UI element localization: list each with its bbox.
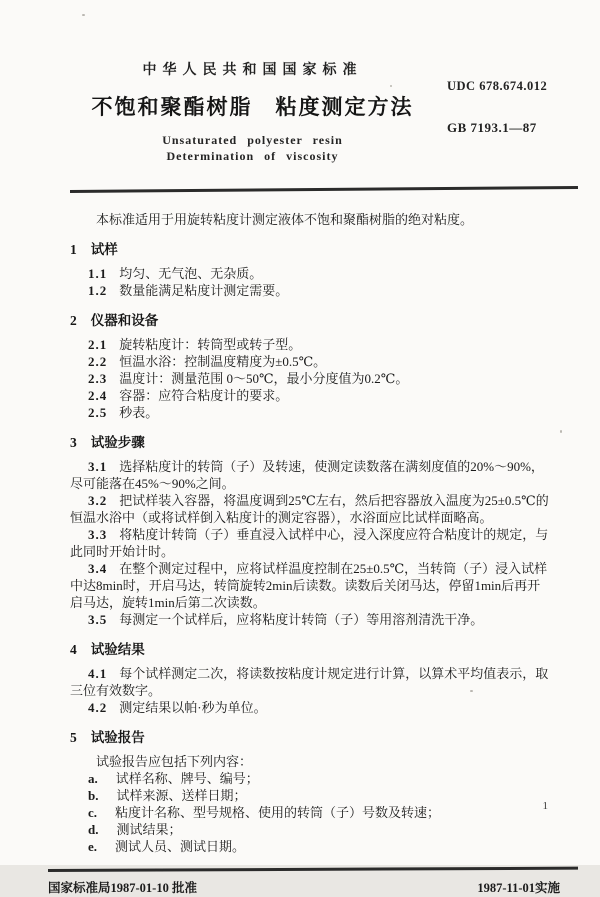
clause-text: 把试样装入容器，将温度调到25℃左右，然后把容器放入温度为25±0.5℃的恒温水浴中（或将试样倒入粘度计的测定容器），水浴面应比试样面略高。 — [70, 493, 549, 525]
clause-number: 1.2 — [88, 283, 108, 298]
clause — [70, 611, 550, 628]
clause-text: 恒温水浴：控制温度精度为±0.5℃。 — [119, 354, 327, 369]
clause — [70, 387, 550, 404]
report-item-d — [70, 821, 550, 838]
implementation-text: 1987-11-01实施 — [477, 880, 560, 895]
section-apparatus — [70, 312, 550, 421]
clause-text: 每测定一个试样后，应将粘度计转筒（子）等用溶剂清洗干净。 — [119, 612, 484, 627]
clause-text: 选择粘度计的转筒（子）及转速，使测定读数落在满刻度值的20%～90%，尽可能落在45%～90%之间。 — [70, 459, 544, 491]
page-title: 不饱和聚酯树脂 粘度测定方法 — [91, 95, 414, 119]
scan-speck — [390, 85, 392, 87]
clause-number: 2.3 — [88, 371, 108, 386]
clause-text: 容器：应符合粘度计的要求。 — [119, 388, 289, 403]
section-test-sample — [70, 241, 550, 299]
report-item-c — [70, 804, 550, 821]
section-title: 试验结果 — [90, 642, 145, 657]
national-standard-label: 中华人民共和国国家标准 — [142, 63, 363, 78]
clause — [70, 265, 550, 282]
udc-number: UDC 678.674.012 — [447, 79, 548, 93]
item-letter: a. — [88, 771, 98, 786]
section-number: 1 — [70, 242, 77, 257]
english-title-line1: Unsaturated polyester resin — [162, 133, 343, 147]
clause — [70, 492, 550, 526]
clause-number: 2.5 — [88, 405, 108, 420]
clause-text: 温度计：测量范围 0～50℃，最小分度值为0.2℃。 — [119, 371, 409, 386]
report-item-a — [70, 770, 550, 787]
clause — [70, 699, 550, 716]
clause-text: 测定结果以帕·秒为单位。 — [119, 700, 267, 715]
clause-number: 2.2 — [88, 354, 108, 369]
clause-number: 2.1 — [88, 337, 108, 352]
header-code-block — [435, 58, 575, 136]
clause-text: 均匀、无气泡、无杂质。 — [119, 266, 263, 281]
clause — [70, 336, 550, 353]
scan-speck — [560, 430, 562, 433]
item-text: 粘度计名称、型号规格、使用的转筒（子）号数及转速； — [115, 805, 441, 820]
item-letter: d. — [88, 822, 99, 837]
section-procedure — [70, 434, 550, 628]
section-test-report — [70, 729, 550, 855]
header-divider-rule — [70, 186, 578, 193]
clause-text: 将粘度计转筒（子）垂直浸入试样中心，浸入深度应符合粘度计的规定，与此同时开始计时。 — [70, 527, 549, 559]
section-number: 5 — [70, 730, 77, 745]
header-title-block — [70, 58, 435, 164]
footer-divider-rule — [48, 867, 578, 872]
item-text: 测试结果； — [116, 822, 182, 837]
section-heading — [70, 312, 550, 329]
clause-text: 秒表。 — [119, 405, 159, 420]
clause-number: 3.5 — [88, 612, 108, 627]
clause-number: 2.4 — [88, 388, 108, 403]
section-results — [70, 641, 550, 716]
clause-number: 3.1 — [88, 459, 108, 474]
item-letter: c. — [88, 805, 98, 820]
item-text: 试样来源、送样日期； — [116, 788, 247, 803]
clause — [70, 282, 550, 299]
scope-paragraph: 本标准适用于用旋转粘度计测定液体不饱和聚酯树脂的绝对粘度。 — [96, 212, 474, 227]
footer — [48, 880, 560, 897]
scan-speck — [82, 14, 85, 16]
section-heading — [70, 729, 550, 746]
clause-text: 旋转粘度计：转筒型或转子型。 — [119, 337, 302, 352]
clause-number: 1.1 — [88, 266, 108, 281]
item-text: 试样名称、牌号、编号； — [115, 771, 259, 786]
report-item-e — [70, 838, 550, 855]
clause-number: 3.4 — [88, 561, 108, 576]
section-title: 仪器和设备 — [90, 313, 159, 328]
report-item-b — [70, 787, 550, 804]
clause-text: 每个试样测定二次，将读数按粘度计规定进行计算，以算术平均值表示，取三位有效数字。 — [70, 666, 549, 698]
section-title: 试验报告 — [90, 730, 145, 745]
clause — [70, 526, 550, 560]
clause — [70, 370, 550, 387]
clause-number: 3.2 — [88, 493, 108, 508]
section-title: 试样 — [90, 242, 118, 257]
english-title-line2: Determination of viscosity — [166, 149, 339, 163]
section-heading — [70, 434, 550, 451]
page-number: 1 — [542, 800, 548, 812]
english-title — [70, 132, 435, 164]
clause — [70, 560, 550, 611]
clause — [70, 665, 550, 699]
clause-number: 3.3 — [88, 527, 108, 542]
clause-number: 4.2 — [88, 700, 108, 715]
report-lead-text: 试验报告应包括下列内容： — [96, 754, 253, 769]
section-number: 2 — [70, 313, 77, 328]
item-letter: e. — [88, 839, 98, 854]
clause — [70, 353, 550, 370]
section-title: 试验步骤 — [90, 435, 145, 450]
document-header — [70, 58, 550, 164]
section-heading — [70, 641, 550, 658]
section-number: 3 — [70, 435, 77, 450]
clause-number: 4.1 — [88, 666, 108, 681]
clause — [70, 404, 550, 421]
clause-text: 数量能满足粘度计测定需要。 — [119, 283, 289, 298]
clause — [70, 458, 550, 492]
section-heading — [70, 241, 550, 258]
scan-speck — [470, 690, 473, 692]
approval-text: 国家标准局1987-01-10 批准 — [48, 880, 197, 895]
standard-code: GB 7193.1—87 — [447, 120, 537, 135]
item-text: 测试人员、测试日期。 — [115, 839, 246, 854]
item-letter: b. — [88, 788, 99, 803]
section-number: 4 — [70, 642, 77, 657]
clause-text: 在整个测定过程中，应将试样温度控制在25±0.5℃，当转筒（子）浸入试样中达8min时，开启马达，转筒旋转2min后读数。读数后关闭马达，停留1min后再开启马达，旋转1min后第二次读数。 — [70, 561, 548, 610]
